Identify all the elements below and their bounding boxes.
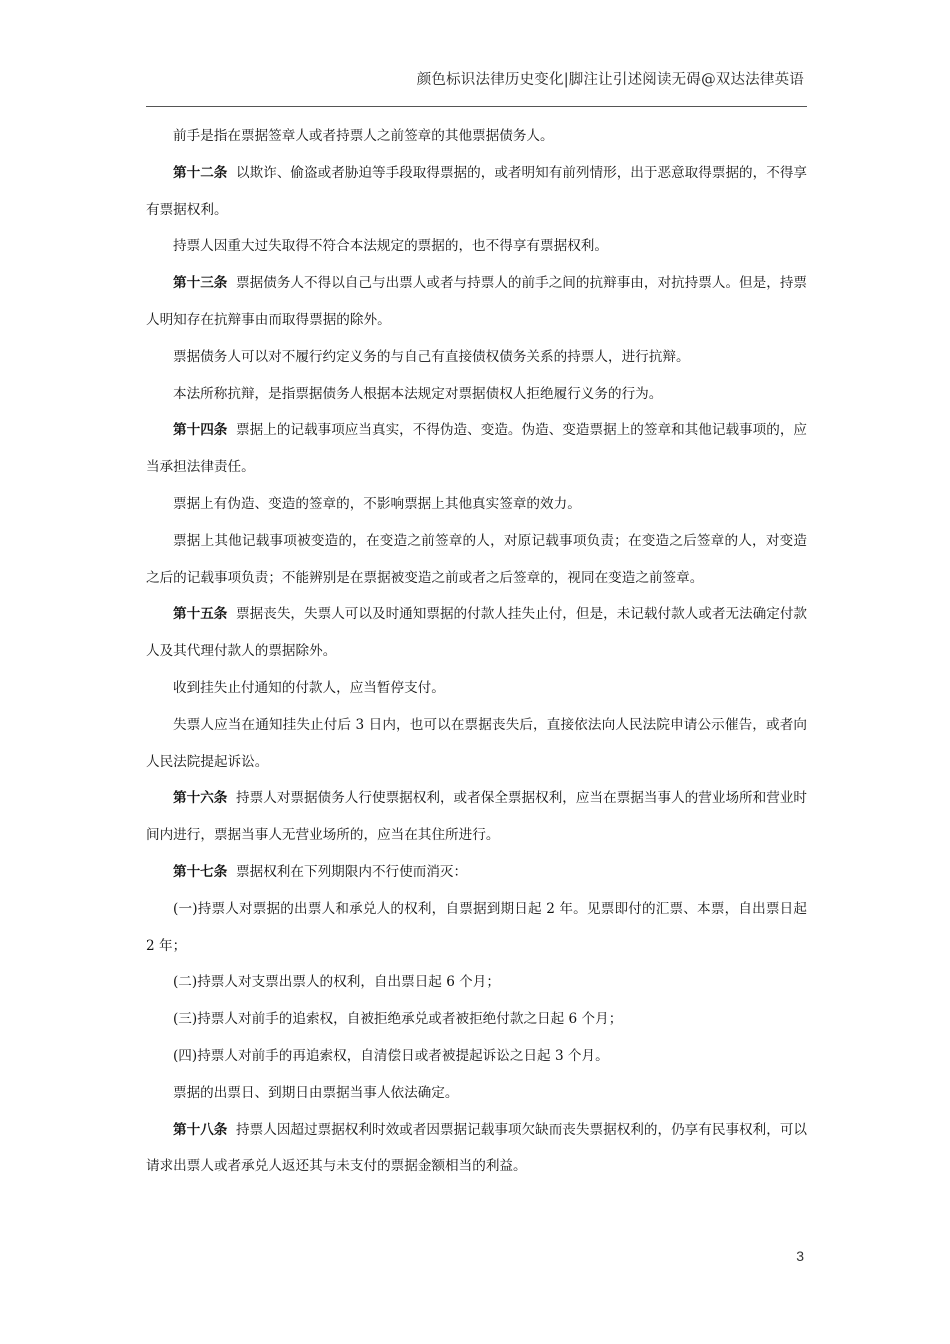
- paragraph-text: (四)持票人对前手的再追索权，自清偿日或者被提起诉讼之日起 3 个月。: [173, 1047, 609, 1064]
- paragraph: [146, 412, 807, 486]
- paragraph: [146, 670, 807, 707]
- paragraph: [146, 780, 807, 854]
- paragraph: [146, 228, 807, 265]
- paragraph: [146, 339, 807, 376]
- paragraph-text: 票据权利在下列期限内不行使而消灭：: [236, 863, 468, 880]
- article-number: 第十五条: [173, 606, 228, 623]
- paragraph: [146, 376, 807, 413]
- article-number: 第十六条: [173, 790, 228, 807]
- paragraph: [146, 1038, 807, 1075]
- paragraph-text: 票据债务人不得以自己与出票人或者与持票人的前手之间的抗辩事由，对抗持票人。但是，持票人明知存在抗辩事由而取得票据的除外。: [146, 275, 808, 328]
- paragraph-text: (一)持票人对票据的出票人和承兑人的权利，自票据到期日起 2 年。见票即付的汇票、本票，自出票日起 2 年；: [146, 900, 807, 954]
- article-number: 第十四条: [173, 422, 228, 439]
- paragraph: [146, 964, 807, 1001]
- paragraph: [146, 707, 807, 781]
- paragraph-text: 持票人因重大过失取得不符合本法规定的票据的，也不得享有票据权利。: [173, 238, 608, 255]
- page-number: 3: [796, 1248, 804, 1264]
- paragraph-text: 票据丧失，失票人可以及时通知票据的付款人挂失止付，但是，未记载付款人或者无法确定付款人及其代理付款人的票据除外。: [146, 606, 808, 660]
- article-number: 第十二条: [173, 164, 228, 181]
- paragraph: [146, 523, 807, 597]
- paragraph-text: 票据债务人可以对不履行约定义务的与自己有直接债权债务关系的持票人，进行抗辩。: [173, 348, 690, 365]
- document-header: 颜色标识法律历史变化|脚注让引述阅读无碍@双达法律英语: [416, 72, 804, 88]
- paragraph-text: 本法所称抗辩，是指票据债务人根据本法规定对票据债权人拒绝履行义务的行为。: [173, 385, 663, 402]
- paragraph-text: 失票人应当在通知挂失止付后 3 日内，也可以在票据丧失后，直接依法向人民法院申请公示催告，或者向人民法院提起诉讼。: [146, 716, 807, 770]
- paragraph-text: 前手是指在票据签章人或者持票人之前签章的其他票据债务人。: [173, 128, 554, 144]
- paragraph: [146, 1001, 807, 1038]
- paragraph-text: (二)持票人对支票出票人的权利，自出票日起 6 个月；: [173, 974, 500, 991]
- paragraph-text: 票据上的记载事项应当真实，不得伪造、变造。伪造、变造票据上的签章和其他记载事项的，应当承担法律责任。: [146, 422, 808, 476]
- paragraph: [146, 854, 807, 891]
- paragraph-text: (三)持票人对前手的追索权，自被拒绝承兑或者被拒绝付款之日起 6 个月；: [173, 1011, 623, 1028]
- header-divider: [146, 106, 807, 107]
- paragraph: [146, 1112, 807, 1186]
- paragraph-text: 收到挂失止付通知的付款人，应当暂停支付。: [173, 679, 445, 696]
- paragraph-text: 票据的出票日、到期日由票据当事人依法确定。: [173, 1084, 459, 1101]
- paragraph: [146, 486, 807, 523]
- paragraph: [146, 155, 807, 229]
- article-number: 第十七条: [173, 863, 228, 880]
- paragraph: [146, 596, 807, 670]
- paragraph-text: 持票人因超过票据权利时效或者因票据记载事项欠缺而丧失票据权利的，仍享有民事权利，可以请求出票人或者承兑人返还其与未支付的票据金额相当的利益。: [146, 1121, 808, 1175]
- paragraph: [146, 265, 807, 339]
- document-body: [146, 118, 807, 1185]
- paragraph-text: 以欺诈、偷盗或者胁迫等手段取得票据的，或者明知有前列情形，出于恶意取得票据的，不得享有票据权利。: [146, 164, 808, 218]
- article-number: 第十三条: [173, 275, 228, 292]
- paragraph: [146, 1075, 807, 1112]
- paragraph-text: 票据上有伪造、变造的签章的，不影响票据上其他真实签章的效力。: [173, 495, 581, 512]
- article-number: 第十八条: [173, 1121, 228, 1138]
- paragraph-text: 票据上其他记载事项被变造的，在变造之前签章的人，对原记载事项负责；在变造之后签章的人，对变造之后的记载事项负责；不能辨别是在票据被变造之前或者之后签章的，视同在变造之前签章。: [146, 532, 807, 586]
- paragraph: [146, 891, 807, 965]
- paragraph: [146, 118, 807, 155]
- paragraph-text: 持票人对票据债务人行使票据权利，或者保全票据权利，应当在票据当事人的营业场所和营业时间内进行，票据当事人无营业场所的，应当在其住所进行。: [146, 790, 808, 844]
